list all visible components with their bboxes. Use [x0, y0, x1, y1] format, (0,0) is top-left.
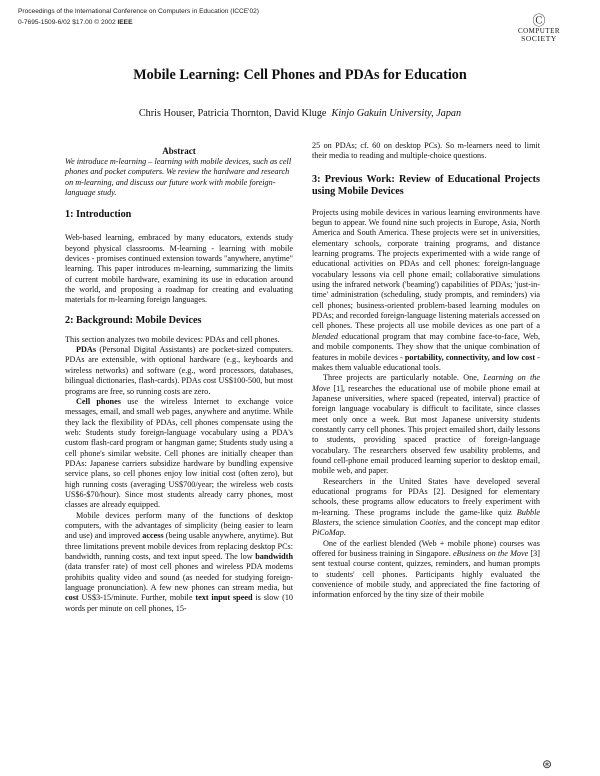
left-column [65, 142, 293, 614]
abstract-text: We introduce m-learning – learning with mobile devices, such as cell phones and pocket computers. We review the hardware and research on m-learning, and discuss our future work with mobile foreign-language study. [65, 157, 292, 198]
proceedings-header [18, 6, 259, 28]
computer-society-logo: Ⓒ COMPUTER SOCIETY [508, 14, 570, 43]
paragraph: Web-based learning, embraced by many educators, extends study beyond physical classrooms. M-learning - learning with mobile devices - promises continued extension towards "anywhere, anytime" learning. This paper introduces m-learning, summarizing the limits of current mobile hardware, examining its use in education around the world, and proposing a roadmap for creating and evaluating materials for m-learning foreign languages. [65, 233, 293, 305]
paragraph: One of the earliest blended (Web + mobile phone) courses was offered for business training in Singapore. eBusiness on the Move [3] sent textual course content, quizzes, reminders, and human prompts to students' cell phones. Participants highly evaluated the convenience of mobile study, and appreciated the fine factoring of information enforced by the tiny size of their mobile [312, 538, 540, 600]
paragraph: 25 on PDAs; cf. 60 on desktop PCs). So m-learners need to limit their media to reading and multiple-choice questions. [312, 141, 540, 161]
isbn-line: 0-7695-1509-6/02 $17.00 © 2002 IEEE [18, 19, 133, 26]
paragraph: Mobile devices perform many of the functions of desktop computers, with the advantages of simplicity (being easier to learn and use) and improved access (being usable anywhere, anytime). But three limitations prevent mobile devices from replacing desktop PCs: bandwidth, running costs, and text input speed. The low bandwidth (data transfer rate) of most cell phones and wireless PDA modems prohibits quality video and sound (as needed for studying foreign-language pronunciation). A few new phones can stream media, but cost US$3-15/minute. Further, mobile text input speed is slow (10 words per minute on cell phones, 15- [65, 510, 294, 613]
ieee-label: IEEE [117, 19, 133, 26]
paragraph: This section analyzes two mobile devices: PDAs and cell phones. [65, 334, 280, 344]
affiliation: Kinjo Gakuin University, Japan [331, 108, 462, 119]
paper-title: Mobile Learning: Cell Phones and PDAs for Education [133, 67, 467, 83]
computer-society-icon: Ⓒ [532, 13, 546, 28]
right-column [312, 141, 540, 601]
section-heading-introduction: 1: Introduction [65, 209, 132, 221]
paragraph: Cell phones use the wireless Internet to exchange voice messages, email, and small web pages, anywhere and anytime. While they lack the flexibility of PDAs, cell phones compensate using the web: Students study foreign-language vocabulary using a PDA's custom flash-card program or hangman game; Students study using a cell phone's similar website. Cell phones are initially cheaper than PDAs: Japanese carriers subsidize hardware by bundling expensive service plans, so cell phones enjoy low initial cost (often zero), but high running costs (averaging US$700/year; the wireless web costs US$6-$70/hour). Since most students already carry phones, most classes are already equipped. [65, 396, 293, 510]
section-heading-previous-work: 3: Previous Work: Review of Educational Projects using Mobile Devices [312, 173, 540, 197]
author-names: Chris Houser, Patricia Thornton, David Kluge [138, 108, 327, 119]
paragraph: Three projects are particularly notable. One, Learning on the Move [1], researches the educational use of mobile phone email at Japanese universities, where spaced (repeated, interval) practice of foreign language vocabulary is difficult to facilitate, since classes meet only once a week. But most Japanese university students constantly carry cell phones. This project emailed short, daily lessons to students, providing spaced practice of foreign-language vocabulary. The researchers observed few usability problems, and found cell-phone email produced learning superior to desktop email, mobile web, and paper. [312, 373, 540, 476]
proceedings-line: Proceedings of the International Conference on Computers in Education (ICCE'02) [18, 8, 259, 15]
paragraph: Researchers in the United States have developed several educational programs for PDAs [2]. Designed for elementary schools, these programs allow educators to freely experiment with m-learning. These programs include the game-like quiz Bubble Blasters, the science simulation Cooties, and the concept map editor PiCoMap. [312, 476, 540, 538]
section-heading-background: 2: Background: Mobile Devices [65, 314, 202, 326]
footer-society-icon: ⊛ [541, 757, 552, 771]
paragraph: Projects using mobile devices in various learning environments have begun to appear. We found nine such projects in Europe, Asia, North America and South America. These projects were set in universities, elementary schools, corporate training programs, and distance learning programs. The projects experimented with a wide range of educational activities on PDAs and cell phones: foreign-language vocabulary lessons via cell phone email; collaborative simulations using the infrared network ('beaming') capabilities of PDAs; 'just-in-time' administration (scheduling, study prompts, and reminders) via cell phones; business-oriented problem-based learning modules on PDAs; and recorded foreign-language listening materials accessed on cell phones. These projects all use mobile devices as one part of a blended educational program that may combine face-to-face, Web, and mobile components. They show that the unique combination of features in mobile devices - portability, connectivity, and low cost - makes them valuable educational tools. [312, 207, 541, 372]
paragraph: PDAs (Personal Digital Assistants) are pocket-sized computers. PDAs are extensible, with optional hardware (e.g., keyboards and wireless networks) and software (e.g., word processors, databases, bilingual dictionaries, flash-cards). PDAs cost US$100-500, but most programs are free, so running costs are zero. [65, 345, 293, 396]
abstract-heading: Abstract [162, 146, 196, 156]
author-line [0, 108, 600, 119]
